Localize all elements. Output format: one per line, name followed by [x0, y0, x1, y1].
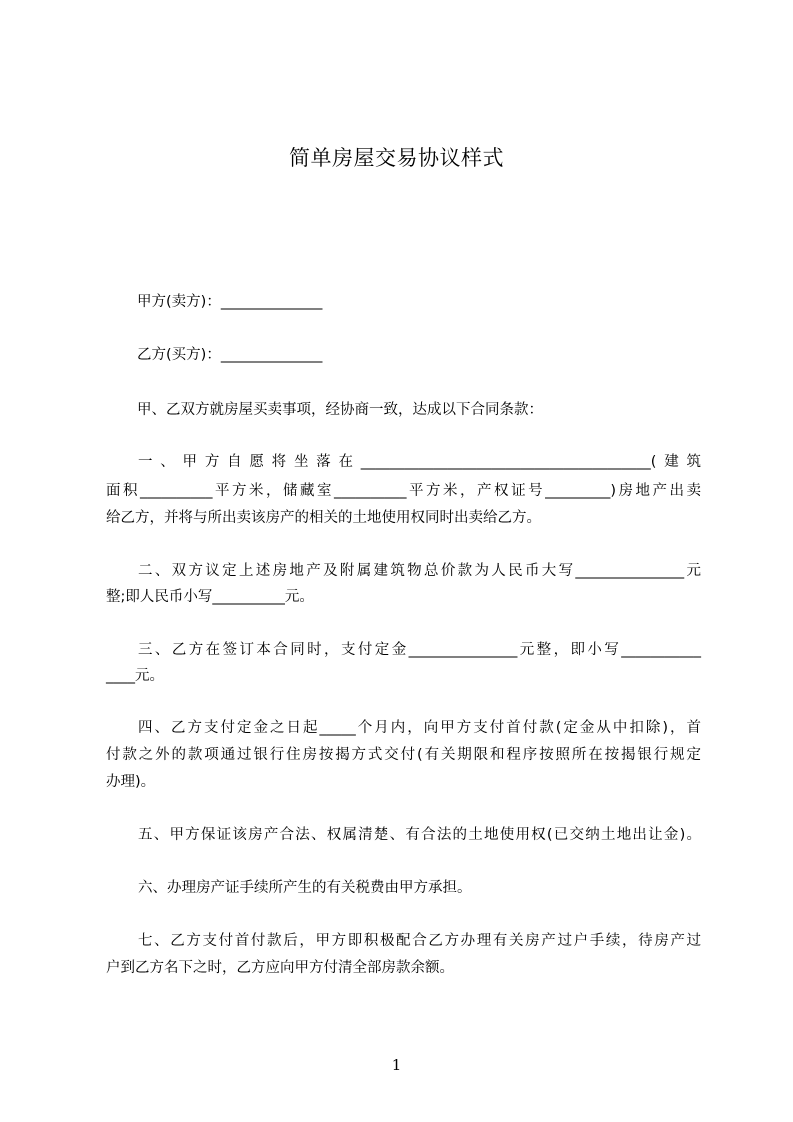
clause-4-line-1: 四、乙方支付定金之日起_____个月内，向甲方支付首付款(定金从中扣除)，首: [138, 720, 701, 736]
page-number: 1: [391, 1056, 402, 1074]
party-a-line: 甲方(卖方)：______________: [137, 294, 323, 310]
clause-4-line-3: 办理)。: [106, 774, 156, 790]
party-b-line: 乙方(买方)：______________: [137, 347, 323, 363]
intro-paragraph: 甲、乙双方就房屋买卖事项，经协商一致，达成以下合同条款：: [137, 402, 543, 418]
clause-2-line-1: 二、双方议定上述房地产及附属建筑物总价款为人民币大写_______________元: [138, 563, 701, 579]
clause-3-line-2: ____元。: [106, 668, 164, 684]
clause-1-line-2: 面积__________平方米，储藏室__________平方米，产权证号_________)房地产出卖: [106, 483, 701, 499]
clause-7-line-1: 七、乙方支付首付款后，甲方即积极配合乙方办理有关房产过户手续，待房产过: [138, 933, 701, 949]
document-title: 简单房屋交易协议样式: [289, 146, 504, 170]
clause-1-line-1: 一、甲方自愿将坐落在________________________________________(建筑: [138, 454, 701, 470]
clause-2-line-2: 整;即人民币小写__________元。: [106, 589, 314, 605]
clause-3-line-1: 三、乙方在签订本合同时，支付定金_______________元整，即小写___________: [138, 642, 701, 658]
clause-4-line-2: 付款之外的款项通过银行住房按揭方式交付(有关期限和程序按照所在按揭银行规定: [106, 747, 701, 763]
clause-1-line-3: 给乙方，并将与所出卖该房产的相关的土地使用权同时出卖给乙方。: [106, 510, 541, 526]
clause-7-line-2: 户到乙方名下之时，乙方应向甲方付清全部房款余额。: [106, 960, 454, 976]
clause-5: 五、甲方保证该房产合法、权属清楚、有合法的土地使用权(已交纳土地出让金)。: [138, 827, 701, 843]
clause-6: 六、办理房产证手续所产生的有关税费由甲方承担。: [138, 880, 472, 896]
